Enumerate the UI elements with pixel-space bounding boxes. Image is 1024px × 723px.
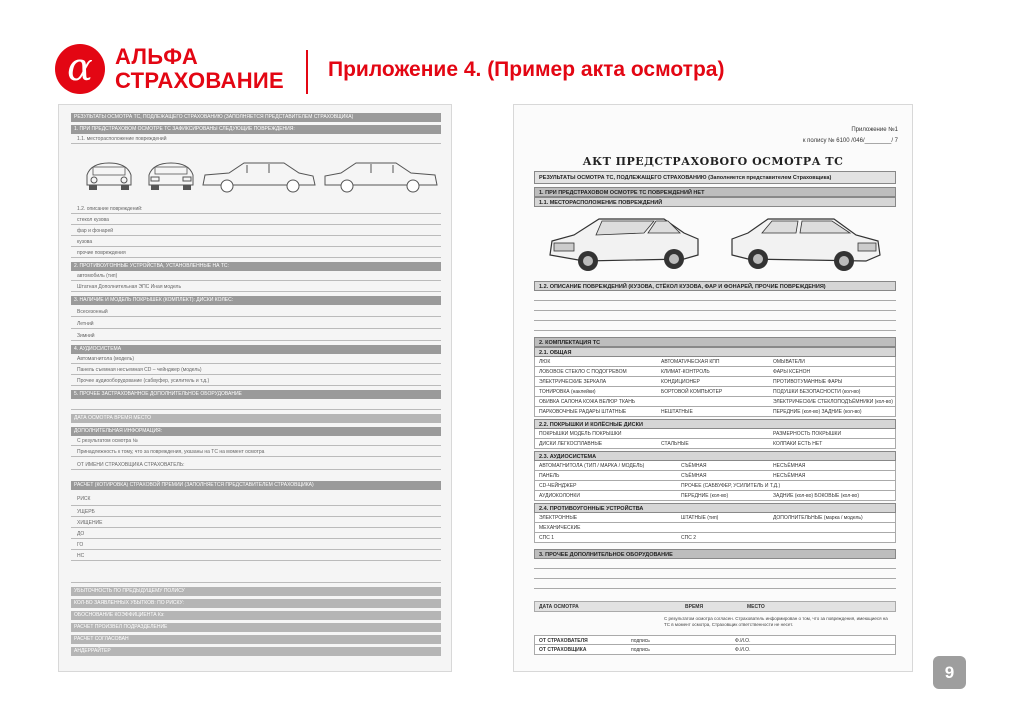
left-line-signatures: ОТ ИМЕНИ СТРАХОВЩИКА СТРАХОВАТЕЛЬ: — [71, 461, 441, 470]
header-divider — [306, 50, 308, 94]
left-table-row-theft: ХИЩЕНИЕ — [71, 519, 441, 528]
act-title: АКТ ПРЕДСТРАХОВОГО ОСМОТРА ТС — [582, 155, 844, 168]
left-line-blank-1 — [71, 401, 441, 410]
right-section-1: 1. ПРИ ПРЕДСТРАХОВОМ ОСМОТРЕ ТС ПОВРЕЖДЕНИЙ НЕТ — [534, 187, 896, 197]
appendix-number: Приложение №1 — [851, 127, 898, 133]
audio-row: АУДИОКОЛОНКИ ПЕРЕДНИЕ (кол-во) ЗАДНИЕ (кол-во) БОКОВЫЕ (кол-во) — [534, 491, 896, 501]
left-date-row: ДАТА ОСМОТРА ВРЕМЯ МЕСТО — [71, 414, 441, 423]
left-line-notes — [71, 565, 441, 583]
left-section-7: РАСЧЕТ (КОТИРОВКА) СТРАХОВОЙ ПРЕМИИ (ЗАПОЛНЯЕТСЯ ПРЕДСТАВИТЕЛЕМ СТРАХОВЩИКА) — [71, 481, 441, 490]
audio-row: АВТОМАГНИТОЛА (ТИП / МАРКА / МОДЕЛЬ) СЪЁМНАЯ НЕСЪЁМНАЯ — [534, 461, 896, 471]
equip-row: ЛОБОВОЕ СТЕКЛО С ПОДОГРЕВОМ КЛИМАТ-КОНТРОЛЬ ФАРЫ КСЕНОН — [534, 367, 896, 377]
left-table-row-do: ДО — [71, 530, 441, 539]
left-section-4: 4. АУДИОСИСТЕМА — [71, 345, 441, 354]
left-bottom-approved: РАСЧЕТ СОГЛАСОВАН — [71, 635, 441, 644]
left-line-tires-summer: Летний — [71, 320, 441, 329]
car-rear-view-icon — [141, 155, 201, 195]
right-inspection-act — [513, 104, 913, 672]
sedan-front-left-icon — [544, 211, 704, 277]
policy-number: к полису № 6100 /046/________/ 7 — [802, 138, 898, 144]
left-line-info-2: Принадлежность к тому, что за повреждения, указаны на ТС на момент осмотра — [71, 448, 441, 457]
left-bottom-coefficient: ОБОСНОВАНИЕ КОЭФФИЦИЕНТА Кз: — [71, 611, 441, 620]
left-line-info-1: С результатом осмотра № — [71, 437, 441, 446]
left-line-antitheft-type: автомобиль (тип) — [71, 272, 441, 281]
left-bottom-calculated-by: РАСЧЕТ ПРОИЗВЕЛ ПОДРАЗДЕЛЕНИЕ — [71, 623, 441, 632]
sign-row-insured: ОТ СТРАХОВАТЕЛЯ подпись Ф.И.О. — [534, 635, 896, 645]
left-line-other: прочие повреждения — [71, 249, 441, 258]
right-blank-line-5 — [534, 559, 896, 569]
appendix-reference — [803, 125, 898, 147]
left-table-row-damage: УЩЕРБ — [71, 508, 441, 517]
right-date-row: ДАТА ОСМОТРА ВРЕМЯ МЕСТО — [534, 601, 896, 612]
right-blank-line-3 — [534, 311, 896, 321]
left-line-antitheft-options: Штатная Дополнительная ЭПС Иная модель — [71, 283, 441, 292]
alfa-logo — [55, 44, 315, 96]
right-section-2: 2. КОМПЛЕКТАЦИЯ ТС — [534, 337, 896, 347]
right-section-2-3: 2.3. АУДИОСИСТЕМА — [534, 451, 896, 461]
left-section-1: 1. ПРИ ПРЕДСТРАХОВОМ ОСМОТРЕ ТС ЗАФИКСИРОВАНЫ СЛЕДУЮЩИЕ ПОВРЕЖДЕНИЯ: — [71, 125, 441, 134]
logo-alpha-icon: α — [55, 44, 105, 94]
left-line-damage-location: 1.1. месторасположение повреждений — [71, 135, 441, 144]
right-section-1-2: 1.2. ОПИСАНИЕ ПОВРЕЖДЕНИЙ (КУЗОВА, СТЁКОЛ КУЗОВА, ФАР И ФОНАРЕЙ, ПРОЧИЕ ПОВРЕЖДЕНИЯ) — [534, 281, 896, 291]
tires-row: ДИСКИ ЛЕГКОСПЛАВНЫЕ СТАЛЬНЫЕ КОЛПАКИ ЕСТЬ НЕТ — [534, 439, 896, 449]
antitheft-row: СПС 1 СПС 2 — [534, 533, 896, 543]
audio-row: ПАНЕЛЬ СЪЁМНАЯ НЕСЪЁМНАЯ — [534, 471, 896, 481]
equip-row: ПАРКОВОЧНЫЕ РАДАРЫ ШТАТНЫЕ НЕШТАТНЫЕ ПЕРЕДНИЕ (кол-во) ЗАДНИЕ (кол-во) — [534, 407, 896, 417]
right-blank-line-1 — [534, 291, 896, 301]
right-blank-line-7 — [534, 579, 896, 589]
left-inspection-form — [58, 104, 452, 672]
left-table-row-ns: НС — [71, 552, 441, 561]
right-consent-text: С результатом осмотра согласен. Страхователь информирован о том, что за повреждения, имеющиеся на ТС в момент осмотра, Страховщик ответственности не несет. — [664, 616, 888, 627]
slide-number-badge: 9 — [933, 656, 966, 689]
left-line-audio-other: Прочее аудиооборудование (сабвуфер, усилитель и т.д.) — [71, 377, 441, 386]
left-line-radio: Автомагнитола (модель) — [71, 355, 441, 364]
left-bottom-underwriter: АНДЕРРАЙТЕР — [71, 647, 441, 656]
left-line-tires-allseason: Всесезонный — [71, 308, 441, 317]
left-form-header: РЕЗУЛЬТАТЫ ОСМОТРА ТС, ПОДЛЕЖАЩЕГО СТРАХОВАНИЮ (ЗАПОЛНЯЕТСЯ ПРЕДСТАВИТЕЛЕМ СТРАХОВЩИКА) — [71, 113, 441, 122]
right-section-2-2: 2.2. ПОКРЫШКИ И КОЛЁСНЫЕ ДИСКИ — [534, 419, 896, 429]
left-line-panel: Панель съемная несъемная CD – чейнджер (модель) — [71, 366, 441, 375]
left-bottom-claims: КОЛ-ВО ЗАЯВЛЕННЫХ УБЫТКОВ: ПО РИСКУ: — [71, 599, 441, 608]
left-line-damage-description: 1.2. описание повреждений: — [71, 205, 441, 214]
right-blank-line-4 — [534, 321, 896, 331]
logo-text-line2: СТРАХОВАНИЕ — [115, 68, 284, 93]
tires-row: ПОКРЫШКИ МОДЕЛЬ ПОКРЫШКИ РАЗМЕРНОСТЬ ПОКРЫШКИ — [534, 429, 896, 439]
audio-row: CD-ЧЕЙНДЖЕР ПРОЧЕЕ (САБВУФЕР, УСИЛИТЕЛЬ И Т.Д.) — [534, 481, 896, 491]
left-bottom-loss-ratio: УБЫТОЧНОСТЬ ПО ПРЕДЫДУЩЕМУ ПОЛИСУ — [71, 587, 441, 596]
equip-row: ЭЛЕКТРИЧЕСКИЕ ЗЕРКАЛА КОНДИЦИОНЕР ПРОТИВОТУМАННЫЕ ФАРЫ — [534, 377, 896, 387]
left-table-row-go: ГО — [71, 541, 441, 550]
left-section-5: 5. ПРОЧЕЕ ЗАСТРАХОВАННОЕ ДОПОЛНИТЕЛЬНОЕ ОБОРУДОВАНИЕ — [71, 390, 441, 399]
left-table-header: РИСК — [71, 492, 441, 506]
right-section-1-1: 1.1. МЕСТОРАСПОЛОЖЕНИЕ ПОВРЕЖДЕНИЙ — [534, 197, 896, 207]
left-line-lights: фар и фонарей — [71, 227, 441, 236]
left-section-3: 3. НАЛИЧИЕ И МОДЕЛЬ ПОКРЫШЕК (КОМПЛЕКТ): ДИСКИ КОЛЕС: — [71, 296, 441, 305]
car-left-side-icon — [199, 157, 319, 195]
left-line-glass: стекол кузова — [71, 216, 441, 225]
antitheft-row: ЭЛЕКТРОННЫЕ ШТАТНЫЕ (тип) ДОПОЛНИТЕЛЬНЫЕ (марка / модель) — [534, 513, 896, 523]
left-section-2: 2. ПРОТИВОУГОННЫЕ УСТРОЙСТВА, УСТАНОВЛЕННЫЕ НА ТС: — [71, 262, 441, 271]
right-blank-line-6 — [534, 569, 896, 579]
page-title: Приложение 4. (Пример акта осмотра) — [328, 58, 725, 81]
equip-row: ОБИВКА САЛОНА КОЖА ВЕЛЮР ТКАНЬ ЭЛЕКТРИЧЕСКИЕ СТЕКЛОПОДЪЁМНИКИ (кол-во) — [534, 397, 896, 407]
logo-text-line1: АЛЬФА — [115, 44, 199, 69]
equip-row: ЛЮК АВТОМАТИЧЕСКАЯ КПП ОМЫВАТЕЛИ — [534, 357, 896, 367]
equip-row: ТОНИРОВКА (наклейки) БОРТОВОЙ КОМПЬЮТЕР ПОДУШКИ БЕЗОПАСНОСТИ (кол-во) — [534, 387, 896, 397]
left-line-body: кузова — [71, 238, 441, 247]
right-form-header: РЕЗУЛЬТАТЫ ОСМОТРА ТС, ПОДЛЕЖАЩЕГО СТРАХОВАНИЮ (Заполняется представителем Страховщика) — [534, 171, 896, 184]
right-section-3: 3. ПРОЧЕЕ ДОПОЛНИТЕЛЬНОЕ ОБОРУДОВАНИЕ — [534, 549, 896, 559]
right-section-2-4: 2.4. ПРОТИВОУГОННЫЕ УСТРОЙСТВА — [534, 503, 896, 513]
sedan-rear-right-icon — [726, 211, 886, 277]
car-front-view-icon — [79, 155, 139, 195]
left-section-6: ДОПОЛНИТЕЛЬНАЯ ИНФОРМАЦИЯ: — [71, 427, 441, 436]
car-right-side-icon — [321, 157, 441, 195]
right-section-2-1: 2.1. ОБЩАЯ — [534, 347, 896, 357]
antitheft-row: МЕХАНИЧЕСКИЕ — [534, 523, 896, 533]
right-blank-line-2 — [534, 301, 896, 311]
sign-row-insurer: ОТ СТРАХОВЩИКА подпись Ф.И.О. — [534, 645, 896, 655]
left-line-tires-winter: Зимний — [71, 332, 441, 341]
